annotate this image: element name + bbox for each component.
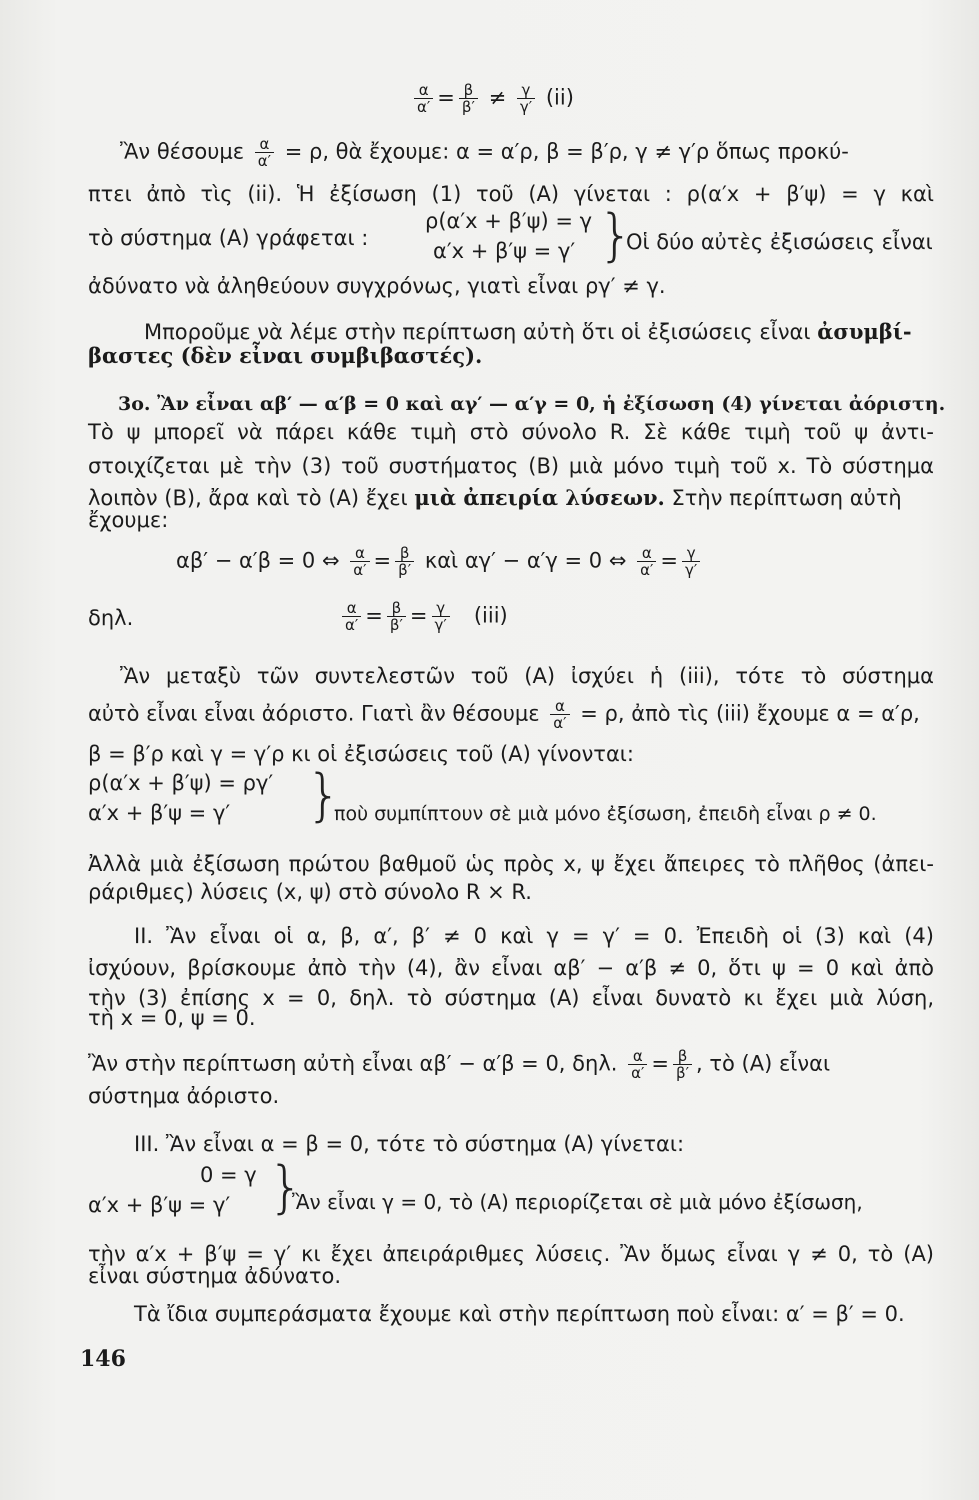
fraction: $\frac{\beta}{\beta'}$ [673,1048,692,1081]
equation-iii: $\frac{\alpha}{\alpha'}$ = $\frac{\beta}{\beta'}$ = $\frac{\gamma}{\gamma'}$ (iii) [338,600,638,633]
text-line: σύστημα ἀόριστο. [88,1084,280,1108]
text-line: Ἂν μεταξὺ τῶν συντελεστῶν τοῦ (Α) ἰσχύει ἡ (iii), τότε τὸ σύστημα [120,664,934,688]
equation-system: 0 = γ α′x + β′ψ = γ′ [88,1163,257,1217]
text-line: ποὺ συμπίπτουν σὲ μιὰ μόνο ἐξίσωση, ἐπειδὴ εἶναι ρ ≠ 0. [334,803,877,825]
right-brace: } [306,763,342,828]
text-line: τὴ x = 0, ψ = 0. [88,1006,256,1030]
text-line: Μποροῦμε νὰ λέμε στὴν περίπτωση αὐτὴ ὅτι οἱ ἐξισώσεις εἶναι ἀσυμβί- [144,319,912,344]
text-line: πτει ἀπὸ τὶς (ii). Ἡ ἐξίσωση (1) τοῦ (Α) γίνεται : ρ(α′x + β′ψ) = γ καὶ [88,182,934,206]
fraction: $\frac{\alpha}{\alpha'}$ [350,545,369,578]
fraction: $\frac{\alpha}{\alpha'}$ [255,136,274,169]
equation-ii: $\frac{\alpha}{\alpha'}$ = $\frac{\beta}{\beta'}$ ≠ $\frac{\gamma}{\gamma'}$ (ii) [410,82,710,115]
text-line: Ἀλλὰ μιὰ ἐξίσωση πρώτου βαθμοῦ ὡς πρὸς x, ψ ἔχει ἄπειρες τὸ πλῆθος (ἀπει- [88,852,934,876]
fraction: $\frac{\alpha}{\alpha'}$ [637,545,656,578]
text-line: ΙΙΙ. Ἂν εἶναι α = β = 0, τότε τὸ σύστημα (Α) γίνεται: [134,1132,685,1156]
equation-system: ρ(α′x + β′ψ) = ργ′ α′x + β′ψ = γ′ [88,771,274,825]
right-brace: } [598,203,634,268]
fraction: $\frac{\alpha}{\alpha'}$ [414,82,433,115]
fraction: $\frac{\gamma}{\gamma'}$ [682,545,700,578]
text-line: στοιχίζεται μὲ τὴν (3) τοῦ συστήματος (Β) μιὰ μόνο τιμὴ τοῦ x. Τὸ σύστημα [88,454,934,478]
fraction: $\frac{\beta}{\beta'}$ [387,600,406,633]
fraction: $\frac{\alpha}{\alpha'}$ [550,698,569,731]
fraction: $\frac{\alpha}{\alpha'}$ [628,1048,647,1081]
page-number: 146 [80,1346,126,1372]
fraction: $\frac{\gamma}{\gamma'}$ [517,82,535,115]
text-line: Ἂν στὴν περίπτωση αὐτὴ εἶναι αβ′ − α′β = 0, δηλ. $\frac{\alpha}{\alpha'}$ = $\frac{\beta}{\beta'}$ , τὸ (Α) εἶναι [88,1047,831,1082]
text-line: εἶναι σύστημα ἀδύνατο. [88,1264,341,1288]
text-line: ἔχουμε: [88,508,169,532]
fraction: $\frac{\alpha}{\alpha'}$ [342,600,361,633]
text-line: β = β′ρ καὶ γ = γ′ρ κι οἱ ἐξισώσεις τοῦ (Α) γίνονται: [88,742,634,766]
text-line: ἀδύνατο νὰ ἀληθεύουν συγχρόνως, γιατὶ εἶναι ργ′ ≠ γ. [88,274,666,298]
fraction: $\frac{\gamma}{\gamma'}$ [432,600,450,633]
text-line: ΙΙ. Ἂν εἶναι οἱ α, β, α′, β′ ≠ 0 καὶ γ = γ′ = 0. Ἐπειδὴ οἱ (3) καὶ (4) [134,924,934,948]
text-line: Τὰ ἴδια συμπεράσματα ἔχουμε καὶ στὴν περίπτωση ποὺ εἶναι: α′ = β′ = 0. [134,1302,905,1326]
fraction: $\frac{\beta}{\beta'}$ [459,82,478,115]
text-line: Ἂν θέσουμε $\frac{\alpha}{\alpha'}$ = ρ, θὰ ἔχουμε: α = α′ρ, β = β′ρ, γ ≠ γ′ρ ὅπως προκύ- [120,135,849,170]
text-line: λοιπὸν (Β), ἄρα καὶ τὸ (Α) ἔχει μιὰ ἀπειρία λύσεων. Στὴν περίπτωση αὐτὴ [88,485,902,510]
text-line: Οἱ δύο αὐτὲς ἐξισώσεις εἶναι [626,230,933,254]
text-line: βαστες (δὲν εἶναι συμβιβαστές). [88,343,483,368]
text-line: ράριθμες) λύσεις (x, ψ) στὸ σύνολο R × R. [88,880,532,904]
text-line: Ἂν εἶναι γ = 0, τὸ (Α) περιορίζεται σὲ μιὰ μόνο ἐξίσωση, [292,1190,863,1214]
equation-line: αβ′ − α′β = 0 ⇔ $\frac{\alpha}{\alpha'}$ = $\frac{\beta}{\beta'}$ καὶ αγ′ − α′γ = 0 ⇔ $\frac{\alpha}{\alpha'}$ = $\frac{\gamma}{\gamma'}$ [176,545,876,578]
equation-system: ρ(α′x + β′ψ) = γ α′x + β′ψ = γ′ [425,209,593,263]
text-line: τὴν (3) ἐπίσης x = 0, δηλ. τὸ σύστημα (Α) εἶναι δυνατὸ κι ἔχει μιὰ λύση, [88,986,934,1010]
text-line: Τὸ ψ μπορεῖ νὰ πάρει κάθε τιμὴ στὸ σύνολο R. Σὲ κάθε τιμὴ τοῦ ψ ἀντι- [88,420,934,444]
right-brace: } [268,1155,304,1220]
text-line: τὴν α′x + β′ψ = γ′ κι ἔχει ἀπειράριθμες λύσεις. Ἂν ὅμως εἶναι γ ≠ 0, τὸ (Α) [88,1242,934,1266]
equation-label: (ii) [545,85,574,110]
text-line: τὸ σύστημα (Α) γράφεται : [88,226,369,250]
fraction: $\frac{\beta}{\beta'}$ [395,545,414,578]
text-line: αὐτὸ εἶναι εἶναι ἀόριστο. Γιατὶ ἂν θέσουμε $\frac{\alpha}{\alpha'}$ = ρ, ἀπὸ τὶς (iii) ἔχουμε α = α′ρ, [88,697,920,732]
case-heading: 3ο. Ἂν εἶναι αβ′ — α′β = 0 καὶ αγ′ — α′γ = 0, ἡ ἐξίσωση (4) γίνεται ἀόριστη. [118,393,946,415]
text-line: ἰσχύουν, βρίσκουμε ἀπὸ τὴν (4), ἂν εἶναι αβ′ − α′β ≠ 0, ὅτι ψ = 0 καὶ ἀπὸ [88,956,934,980]
text-line: δηλ. [88,606,134,630]
